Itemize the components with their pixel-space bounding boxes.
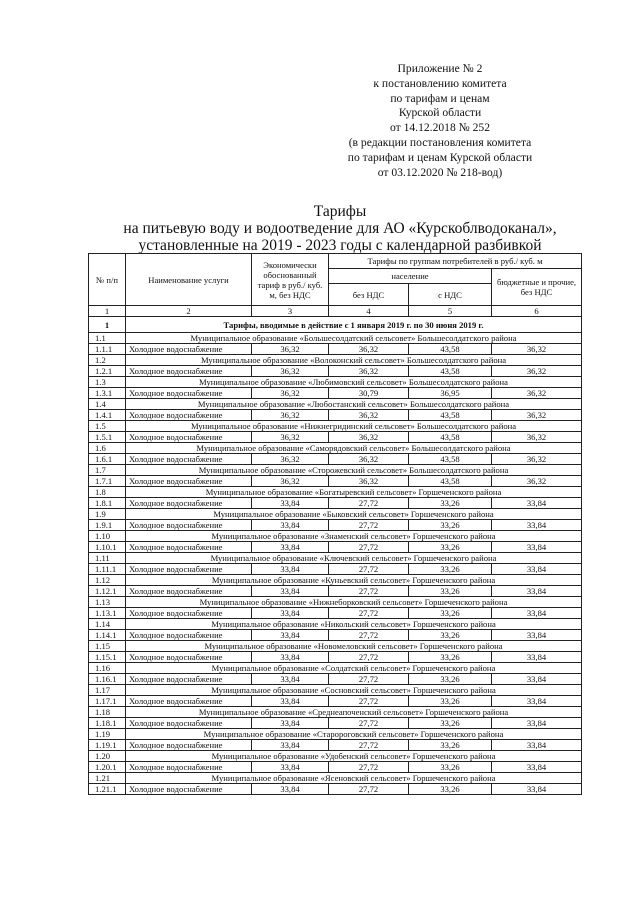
municipality-row	[89, 355, 582, 366]
row-pop-with-vat: 33,26	[409, 542, 492, 553]
municipality-row	[89, 553, 582, 564]
row-service: Холодное водоснабжение	[126, 784, 252, 795]
table-row	[89, 520, 582, 531]
municipality-num: 1.1	[89, 333, 126, 344]
col-number: 4	[329, 306, 409, 317]
municipality-num: 1.21	[89, 773, 126, 784]
row-pop-no-vat: 27,72	[329, 740, 409, 751]
municipality-num: 1.15	[89, 641, 126, 652]
municipality-row	[89, 465, 582, 476]
municipality-title: Муниципальное образование «Солдатский сельсовет» Горшеченского района	[126, 663, 582, 674]
row-budget: 33,84	[492, 674, 582, 685]
row-service: Холодное водоснабжение	[126, 696, 252, 707]
row-num: 1.6.1	[89, 454, 126, 465]
row-econ-tariff: 33,84	[252, 520, 329, 531]
row-econ-tariff: 36,32	[252, 432, 329, 443]
appendix-line: от 03.12.2020 № 218-вод)	[377, 165, 503, 179]
row-budget: 36,32	[492, 366, 582, 377]
row-pop-no-vat: 27,72	[329, 652, 409, 663]
municipality-title: Муниципальное образование «Никольский сельсовет» Горшеченского района	[126, 619, 582, 630]
row-budget: 36,32	[492, 454, 582, 465]
municipality-num: 1.11	[89, 553, 126, 564]
row-num: 1.7.1	[89, 476, 126, 487]
row-pop-no-vat: 27,72	[329, 674, 409, 685]
municipality-num: 1.13	[89, 597, 126, 608]
row-pop-with-vat: 43,58	[409, 344, 492, 355]
municipality-num: 1.4	[89, 399, 126, 410]
municipality-title: Муниципальное образование «Ключевский сельсовет» Горшеченского района	[126, 553, 582, 564]
row-econ-tariff: 33,84	[252, 586, 329, 597]
municipality-row	[89, 707, 582, 718]
municipality-title: Муниципальное образование «Куньевский сельсовет» Горшеченского района	[126, 575, 582, 586]
header-budget: бюджетные и прочие, без НДС	[492, 269, 582, 306]
municipality-title: Муниципальное образование «Богатыревский сельсовет» Горшеченского района	[126, 487, 582, 498]
row-pop-with-vat: 36,95	[409, 388, 492, 399]
row-econ-tariff: 33,84	[252, 696, 329, 707]
row-pop-no-vat: 27,72	[329, 498, 409, 509]
municipality-num: 1.10	[89, 531, 126, 542]
row-econ-tariff: 36,32	[252, 366, 329, 377]
row-num: 1.11.1	[89, 564, 126, 575]
row-service: Холодное водоснабжение	[126, 740, 252, 751]
period-row	[89, 317, 582, 333]
row-budget: 33,84	[492, 564, 582, 575]
appendix-line: Приложение № 2	[397, 62, 483, 75]
row-econ-tariff: 33,84	[252, 630, 329, 641]
municipality-num: 1.17	[89, 685, 126, 696]
row-pop-no-vat: 27,72	[329, 564, 409, 575]
row-econ-tariff: 36,32	[252, 344, 329, 355]
table-body	[89, 317, 582, 795]
row-pop-no-vat: 36,32	[329, 476, 409, 487]
appendix-line: Курской области	[398, 106, 482, 120]
municipality-title: Муниципальное образование «Нижнеборковский сельсовет» Горшеченского района	[126, 597, 582, 608]
row-econ-tariff: 33,84	[252, 762, 329, 773]
row-budget: 33,84	[492, 784, 582, 795]
row-service: Холодное водоснабжение	[126, 432, 252, 443]
row-service: Холодное водоснабжение	[126, 718, 252, 729]
municipality-title: Муниципальное образование «Сосновский сельсовет» Горшеченского района	[126, 685, 582, 696]
col-number: 3	[252, 306, 329, 317]
municipality-title: Муниципальное образование «Саморядовский сельсовет» Большесолдатского района	[126, 443, 582, 454]
row-budget: 33,84	[492, 520, 582, 531]
row-pop-no-vat: 36,32	[329, 366, 409, 377]
row-econ-tariff: 33,84	[252, 498, 329, 509]
table-header	[89, 254, 582, 317]
row-pop-no-vat: 27,72	[329, 718, 409, 729]
header-population: население	[329, 269, 492, 284]
municipality-title: Муниципальное образование «Среднеапоченский сельсовет» Горшеченского района	[126, 707, 582, 718]
row-pop-no-vat: 27,72	[329, 586, 409, 597]
municipality-title: Муниципальное образование «Сторожевский сельсовет» Большесолдатского района	[126, 465, 582, 476]
municipality-title: Муниципальное образование «Нижнегридинский сельсовет» Большесолдатского района	[126, 421, 582, 432]
row-budget: 36,32	[492, 344, 582, 355]
row-pop-with-vat: 33,26	[409, 696, 492, 707]
row-pop-no-vat: 27,72	[329, 520, 409, 531]
row-pop-with-vat: 33,26	[409, 740, 492, 751]
row-num: 1.8.1	[89, 498, 126, 509]
row-budget: 33,84	[492, 762, 582, 773]
row-budget: 33,84	[492, 608, 582, 619]
row-budget: 33,84	[492, 586, 582, 597]
row-budget: 33,84	[492, 740, 582, 751]
period-num: 1	[89, 317, 126, 333]
row-pop-with-vat: 33,26	[409, 784, 492, 795]
table-row	[89, 388, 582, 399]
municipality-row	[89, 377, 582, 388]
municipality-title: Муниципальное образование «Знаменский сельсовет» Горшеченского района	[126, 531, 582, 542]
row-num: 1.17.1	[89, 696, 126, 707]
municipality-num: 1.7	[89, 465, 126, 476]
row-budget: 36,32	[492, 410, 582, 421]
municipality-row	[89, 421, 582, 432]
row-econ-tariff: 33,84	[252, 608, 329, 619]
row-pop-with-vat: 33,26	[409, 674, 492, 685]
row-pop-with-vat: 43,58	[409, 410, 492, 421]
municipality-row	[89, 487, 582, 498]
row-econ-tariff: 36,32	[252, 388, 329, 399]
municipality-row	[89, 751, 582, 762]
row-pop-with-vat: 43,58	[409, 476, 492, 487]
row-pop-with-vat: 43,58	[409, 454, 492, 465]
municipality-row	[89, 619, 582, 630]
table-row	[89, 652, 582, 663]
row-pop-no-vat: 36,32	[329, 410, 409, 421]
municipality-row	[89, 333, 582, 344]
row-pop-no-vat: 36,32	[329, 432, 409, 443]
row-budget: 36,32	[492, 388, 582, 399]
municipality-row	[89, 641, 582, 652]
row-service: Холодное водоснабжение	[126, 586, 252, 597]
row-service: Холодное водоснабжение	[126, 674, 252, 685]
row-econ-tariff: 33,84	[252, 784, 329, 795]
municipality-num: 1.20	[89, 751, 126, 762]
document-subtitle-years: установленные на 2019 - 2023 годы с календарной разбивкой	[138, 237, 542, 254]
row-budget: 33,84	[492, 542, 582, 553]
row-service: Холодное водоснабжение	[126, 388, 252, 399]
municipality-num: 1.12	[89, 575, 126, 586]
row-pop-no-vat: 27,72	[329, 630, 409, 641]
row-pop-no-vat: 27,72	[329, 784, 409, 795]
municipality-row	[89, 729, 582, 740]
table-row	[89, 432, 582, 443]
row-econ-tariff: 36,32	[252, 410, 329, 421]
row-service: Холодное водоснабжение	[126, 366, 252, 377]
municipality-title: Муниципальное образование «Ясеновский сельсовет» Горшеченского района	[126, 773, 582, 784]
municipality-title: Муниципальное образование «Любостанский сельсовет» Большесолдатского района	[126, 399, 582, 410]
header-no-vat: без НДС	[329, 284, 409, 306]
table-row	[89, 542, 582, 553]
row-econ-tariff: 33,84	[252, 564, 329, 575]
row-budget: 33,84	[492, 652, 582, 663]
appendix-line: от 14.12.2018 № 252	[389, 121, 491, 135]
row-econ-tariff: 33,84	[252, 718, 329, 729]
municipality-num: 1.19	[89, 729, 126, 740]
header-service: Наименование услуги	[126, 254, 252, 306]
row-pop-no-vat: 27,72	[329, 542, 409, 553]
appendix-line: по тарифам и ценам Курской области	[347, 150, 533, 164]
municipality-num: 1.2	[89, 355, 126, 366]
row-pop-no-vat: 36,32	[329, 454, 409, 465]
row-num: 1.2.1	[89, 366, 126, 377]
row-num: 1.14.1	[89, 630, 126, 641]
row-pop-with-vat: 33,26	[409, 652, 492, 663]
municipality-title: Муниципальное образование «Большесолдатский сельсовет» Большесолдатского района	[126, 333, 582, 344]
municipality-num: 1.8	[89, 487, 126, 498]
municipality-row	[89, 575, 582, 586]
table-row	[89, 674, 582, 685]
col-number: 2	[126, 306, 252, 317]
col-number: 6	[492, 306, 582, 317]
table-row	[89, 454, 582, 465]
row-econ-tariff: 36,32	[252, 476, 329, 487]
municipality-row	[89, 399, 582, 410]
row-num: 1.21.1	[89, 784, 126, 795]
table-row	[89, 740, 582, 751]
row-budget: 33,84	[492, 696, 582, 707]
table-row	[89, 784, 582, 795]
document-subtitle: на питьевую воду и водоотведение для АО «Курскоблводоканал»,	[123, 220, 557, 237]
row-pop-with-vat: 33,26	[409, 498, 492, 509]
municipality-row	[89, 773, 582, 784]
row-num: 1.3.1	[89, 388, 126, 399]
table-row	[89, 366, 582, 377]
municipality-num: 1.5	[89, 421, 126, 432]
municipality-row	[89, 509, 582, 520]
row-pop-no-vat: 27,72	[329, 696, 409, 707]
row-pop-no-vat: 36,32	[329, 344, 409, 355]
table-row	[89, 630, 582, 641]
row-pop-with-vat: 33,26	[409, 630, 492, 641]
row-pop-no-vat: 27,72	[329, 762, 409, 773]
row-num: 1.20.1	[89, 762, 126, 773]
municipality-num: 1.6	[89, 443, 126, 454]
table-row	[89, 696, 582, 707]
municipality-num: 1.3	[89, 377, 126, 388]
row-budget: 33,84	[492, 718, 582, 729]
row-num: 1.4.1	[89, 410, 126, 421]
municipality-row	[89, 443, 582, 454]
row-service: Холодное водоснабжение	[126, 454, 252, 465]
row-pop-with-vat: 43,58	[409, 432, 492, 443]
row-num: 1.19.1	[89, 740, 126, 751]
appendix-line: (в редакции постановления комитета	[348, 135, 532, 149]
table-row	[89, 476, 582, 487]
municipality-row	[89, 597, 582, 608]
municipality-row	[89, 531, 582, 542]
table-row	[89, 410, 582, 421]
row-service: Холодное водоснабжение	[126, 542, 252, 553]
table-row	[89, 344, 582, 355]
municipality-title: Муниципальное образование «Быковский сельсовет» Горшеченского района	[126, 509, 582, 520]
row-num: 1.15.1	[89, 652, 126, 663]
row-num: 1.9.1	[89, 520, 126, 531]
row-budget: 36,32	[492, 432, 582, 443]
municipality-title: Муниципальное образование «Любимовский сельсовет» Большесолдатского района	[126, 377, 582, 388]
table-row	[89, 586, 582, 597]
row-service: Холодное водоснабжение	[126, 608, 252, 619]
row-service: Холодное водоснабжение	[126, 410, 252, 421]
row-service: Холодное водоснабжение	[126, 762, 252, 773]
row-pop-with-vat: 33,26	[409, 608, 492, 619]
row-econ-tariff: 33,84	[252, 542, 329, 553]
table-row	[89, 718, 582, 729]
row-econ-tariff: 33,84	[252, 740, 329, 751]
municipality-num: 1.18	[89, 707, 126, 718]
municipality-title: Муниципальное образование «Новомеловский сельсовет» Горшеченского района	[126, 641, 582, 652]
row-num: 1.16.1	[89, 674, 126, 685]
row-service: Холодное водоснабжение	[126, 564, 252, 575]
header-num: № п/п	[89, 254, 126, 306]
tariff-table	[88, 253, 582, 795]
row-pop-with-vat: 33,26	[409, 564, 492, 575]
row-service: Холодное водоснабжение	[126, 520, 252, 531]
header-consumer-groups: Тарифы по группам потребителей в руб./ куб. м	[329, 254, 582, 269]
row-pop-no-vat: 30,79	[329, 388, 409, 399]
row-econ-tariff: 36,32	[252, 454, 329, 465]
row-pop-no-vat: 27,72	[329, 608, 409, 619]
municipality-title: Муниципальное образование «Старороговский сельсовет» Горшеченского района	[126, 729, 582, 740]
table-row	[89, 608, 582, 619]
document-title: Тарифы	[313, 203, 367, 220]
row-econ-tariff: 33,84	[252, 674, 329, 685]
row-num: 1.13.1	[89, 608, 126, 619]
municipality-row	[89, 685, 582, 696]
row-econ-tariff: 33,84	[252, 652, 329, 663]
row-pop-with-vat: 33,26	[409, 586, 492, 597]
row-num: 1.1.1	[89, 344, 126, 355]
row-budget: 33,84	[492, 498, 582, 509]
row-num: 1.18.1	[89, 718, 126, 729]
table-row	[89, 762, 582, 773]
appendix-line: к постановлению комитета	[373, 76, 507, 90]
header-econ-tariff: Экономически обоснованный тариф в руб./ куб. м, без НДС	[252, 254, 329, 306]
table-row	[89, 564, 582, 575]
row-service: Холодное водоснабжение	[126, 476, 252, 487]
municipality-row	[89, 663, 582, 674]
col-number: 1	[89, 306, 126, 317]
row-pop-with-vat: 43,58	[409, 366, 492, 377]
col-number: 5	[409, 306, 492, 317]
row-budget: 36,32	[492, 476, 582, 487]
municipality-num: 1.9	[89, 509, 126, 520]
appendix-block	[300, 62, 580, 180]
row-service: Холодное водоснабжение	[126, 630, 252, 641]
row-pop-with-vat: 33,26	[409, 762, 492, 773]
row-budget: 33,84	[492, 630, 582, 641]
period-text: Тарифы, вводимые в действие с 1 января 2019 г. по 30 июня 2019 г.	[126, 317, 582, 333]
appendix-line: по тарифам и ценам	[390, 91, 490, 105]
header-with-vat: с НДС	[409, 284, 492, 306]
row-service: Холодное водоснабжение	[126, 344, 252, 355]
municipality-title: Муниципальное образование «Волоконский сельсовет» Большесолдатского района	[126, 355, 582, 366]
table-row	[89, 498, 582, 509]
row-num: 1.5.1	[89, 432, 126, 443]
row-pop-with-vat: 33,26	[409, 718, 492, 729]
row-num: 1.10.1	[89, 542, 126, 553]
row-service: Холодное водоснабжение	[126, 498, 252, 509]
municipality-num: 1.16	[89, 663, 126, 674]
municipality-num: 1.14	[89, 619, 126, 630]
row-num: 1.12.1	[89, 586, 126, 597]
municipality-title: Муниципальное образование «Удобенский сельсовет» Горшеченского района	[126, 751, 582, 762]
row-pop-with-vat: 33,26	[409, 520, 492, 531]
row-service: Холодное водоснабжение	[126, 652, 252, 663]
